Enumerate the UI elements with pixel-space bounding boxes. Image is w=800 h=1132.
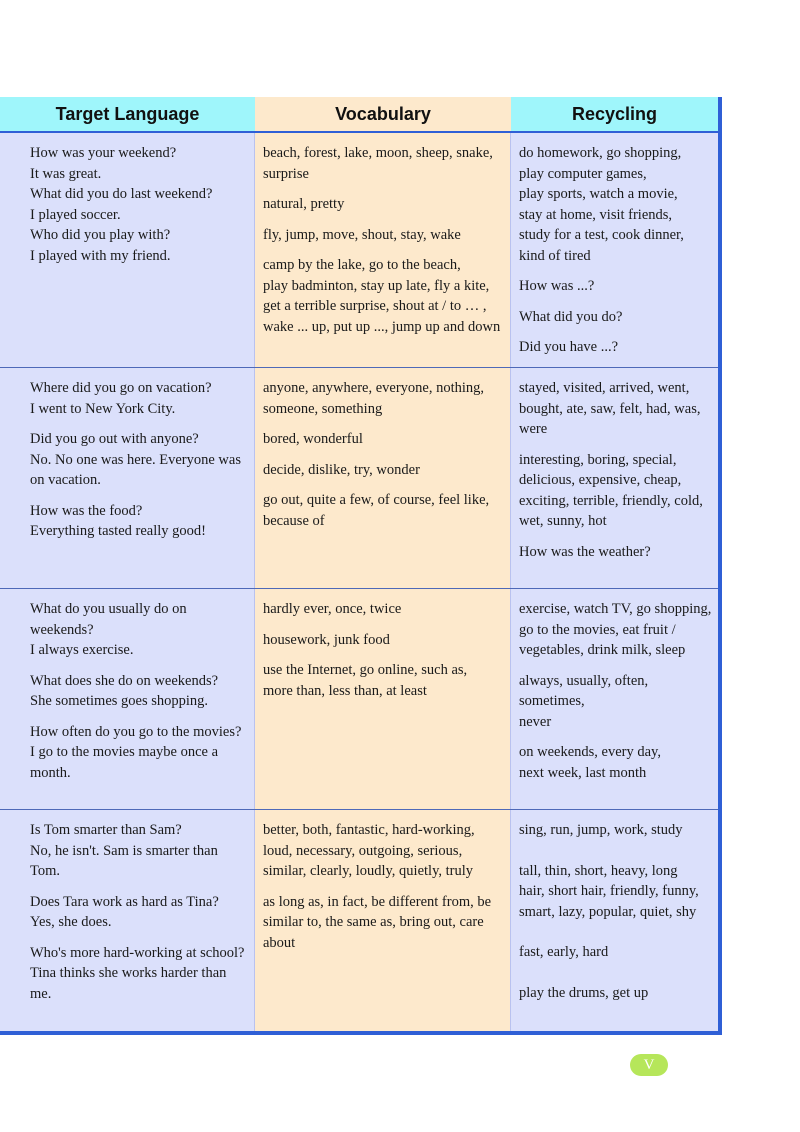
- text-group: housework, junk food: [263, 631, 390, 648]
- text-group: Who's more hard-working at school? Tina thinks she works harder than me.: [30, 944, 245, 1002]
- text-group: sing, run, jump, work, study: [519, 822, 683, 838]
- text-group: as long as, in fact, be different from, be similar to, the same as, bring out, care about: [263, 893, 492, 951]
- text-group: camp by the lake, go to the beach, play badminton, stay up late, fly a kite, get a terrible surprise, shout at / to … , wake ... up, put up ..., jump up and down: [263, 257, 501, 335]
- vocabulary-cell: [255, 133, 511, 367]
- recycling-cell: [511, 133, 718, 367]
- table-row: [0, 589, 718, 810]
- vocabulary-cell: [255, 368, 511, 588]
- recycling-cell: [511, 810, 718, 1031]
- vocabulary-cell: [255, 589, 511, 809]
- unit-overview-table: [0, 97, 722, 1035]
- header-vocabulary: Vocabulary: [255, 97, 511, 131]
- text-group: play the drums, get up: [519, 984, 649, 1001]
- text-group: anyone, anywhere, everyone, nothing, someone, something: [263, 380, 485, 417]
- text-group: stayed, visited, arrived, went, bought, ate, saw, felt, had, was, were: [519, 380, 701, 437]
- text-group: How was ...?: [519, 278, 595, 294]
- table-header-row: [0, 97, 718, 133]
- text-group: exercise, watch TV, go shopping, go to the movies, eat fruit / vegetables, drink milk, sleep: [519, 601, 712, 658]
- text-group: Where did you go on vacation? I went to New York City.: [30, 380, 212, 417]
- text-group: Does Tara work as hard as Tina? Yes, she does.: [30, 893, 219, 930]
- text-group: on weekends, every day, next week, last month: [519, 744, 661, 781]
- text-group: fast, early, hard: [519, 944, 609, 960]
- text-group: always, usually, often, sometimes, never: [519, 672, 649, 730]
- text-group: How was your weekend? It was great. What did you do last weekend? I played soccer. Who did you play with? I played with my friend.: [30, 145, 213, 264]
- text-group: What did you do?: [519, 308, 623, 325]
- text-group: natural, pretty: [263, 196, 345, 212]
- text-group: better, both, fantastic, hard-working, loud, necessary, outgoing, serious, similar, clearly, loudly, quietly, truly: [263, 822, 475, 879]
- text-group: Is Tom smarter than Sam? No, he isn't. Sam is smarter than Tom.: [30, 822, 218, 879]
- target-language-cell: [0, 368, 255, 588]
- recycling-cell: [511, 589, 718, 809]
- text-group: Did you go out with anyone? No. No one was here. Everyone was on vacation.: [30, 431, 241, 488]
- header-recycling: Recycling: [511, 97, 718, 131]
- table-row: [0, 810, 718, 1031]
- text-group: How was the weather?: [519, 543, 651, 560]
- text-group: interesting, boring, special, delicious, expensive, cheap, exciting, terrible, friendly, cold, wet, sunny, hot: [519, 451, 703, 529]
- table-row: [0, 133, 718, 368]
- text-group: use the Internet, go online, such as, more than, less than, at least: [263, 662, 468, 699]
- text-group: What do you usually do on weekends? I always exercise.: [30, 601, 187, 658]
- recycling-cell: [511, 368, 718, 588]
- vocabulary-cell: [255, 810, 511, 1031]
- text-group: hardly ever, once, twice: [263, 601, 402, 617]
- text-group: decide, dislike, try, wonder: [263, 461, 420, 478]
- text-group: bored, wonderful: [263, 431, 363, 447]
- target-language-cell: [0, 133, 255, 367]
- target-language-cell: [0, 589, 255, 809]
- text-group: How was the food? Everything tasted really good!: [30, 502, 206, 539]
- table-row: [0, 368, 718, 589]
- text-group: beach, forest, lake, moon, sheep, snake, surprise: [263, 145, 493, 182]
- header-target-language: Target Language: [0, 97, 255, 131]
- text-group: go out, quite a few, of course, feel like, because of: [263, 492, 490, 529]
- text-group: What does she do on weekends? She sometimes goes shopping.: [30, 672, 219, 709]
- target-language-cell: [0, 810, 255, 1031]
- text-group: Did you have ...?: [519, 339, 619, 355]
- text-group: How often do you go to the movies? I go to the movies maybe once a month.: [30, 723, 242, 781]
- text-group: tall, thin, short, heavy, long hair, short hair, friendly, funny, smart, lazy, popular, quiet, shy: [519, 862, 699, 920]
- text-group: fly, jump, move, shout, stay, wake: [263, 226, 461, 243]
- text-group: do homework, go shopping, play computer games, play sports, watch a movie, stay at home, visit friends, study for a test, cook dinner, kind of tired: [519, 145, 684, 264]
- page-number-badge: V: [630, 1054, 668, 1076]
